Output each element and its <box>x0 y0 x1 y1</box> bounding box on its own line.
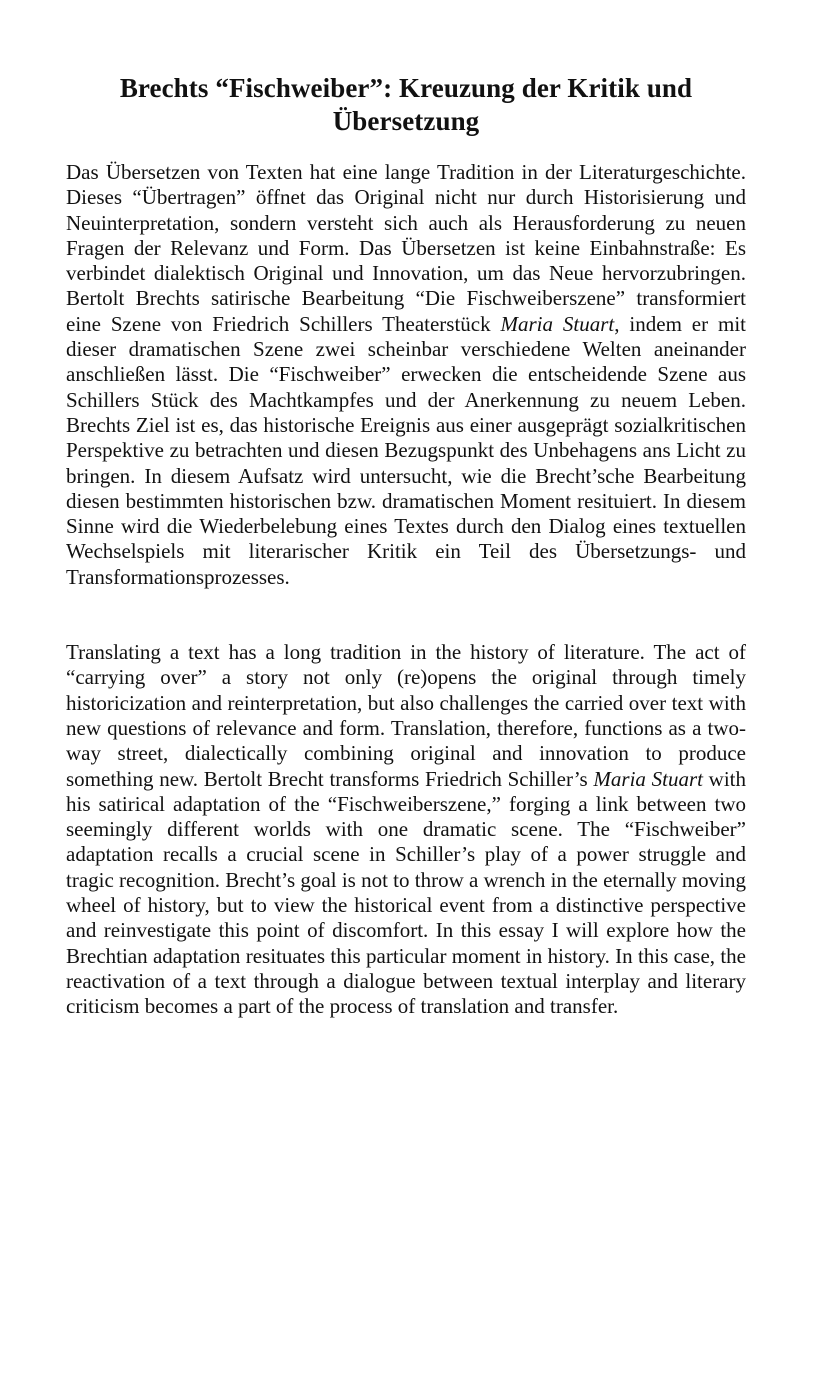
article-title: Brechts “Fischweiber”: Kreuzung der Kritik und Übersetzung <box>119 73 693 136</box>
abstract-english <box>66 640 746 1019</box>
abstract-german-play-title: Maria Stuart <box>500 311 615 336</box>
abstract-english-text-2: with his satirical adaptation of the “Fischweiberszene,” forging a link between two seemingly different worlds with one dramatic scene. The “Fischweiber” adaptation recalls a crucial scene in Schiller’s play of a power struggle and tragic recognition. Brecht’s goal is not to throw a wrench in the eternally moving wheel of history, but to view the historical event from a distinctive perspective and reinvestigate this point of discomfort. In this essay I will explore how the Brechtian adaptation resituates this particular moment in history. In this case, the reactivation of a text through a dialogue between textual interplay and literary criticism becomes a part of the process of translation and transfer. <box>66 766 746 1019</box>
document-page <box>66 72 746 1020</box>
abstract-german <box>66 160 746 590</box>
abstract-german-text-1: Das Übersetzen von Texten hat eine lange Tradition in der Literaturgeschichte. Dieses “Übertragen” öffnet das Original nicht nur durch Historisierung und Neuinterpretation, sondern versteht sich auch als Herausforderung zu neuen Fragen der Relevanz und Form. Das Übersetzen ist keine Einbahnstraße: Es verbindet dialektisch Original und Innovation, um das Neue hervorzubringen. Bertolt Brechts satirische Bearbeitung “Die Fischweiberszene” transformiert eine Szene von Friedrich Schillers Theaterstück <box>66 160 746 336</box>
abstract-english-text-1: Translating a text has a long tradition in the history of literature. The act of “carrying over” a story not only (re)opens the original through timely historicization and reinterpretation, but also challenges the carried over text with new questions of relevance and form. Translation, therefore, functions as a two-way street, dialectically combining original and innovation to produce something new. Bertolt Brecht transforms Friedrich Schiller’s <box>66 640 746 791</box>
abstract-german-text-2: , indem er mit dieser dramatischen Szene zwei scheinbar verschiedene Welten aneinander anschließen lässt. Die “Fischweiber” erwecken die entscheidende Szene aus Schillers Stück des Machtkampfes und der Anerkennung zu neuem Leben. Brechts Ziel ist es, das historische Ereignis aus einer ausgeprägt sozialkritischen Perspektive zu betrachten und diesen Bezugspunkt des Unbehagens ans Licht zu bringen. In diesem Aufsatz wird untersucht, wie die Brecht’sche Bearbeitung diesen bestimmten historischen bzw. dramatischen Moment resituiert. In diesem Sinne wird die Wiederbelebung eines Textes durch den Dialog eines textuellen Wechselspiels mit literarischer Kritik ein Teil des Übersetzungs- und Transformationsprozesses. <box>66 311 747 589</box>
abstract-english-play-title: Maria Stuart <box>593 766 703 791</box>
